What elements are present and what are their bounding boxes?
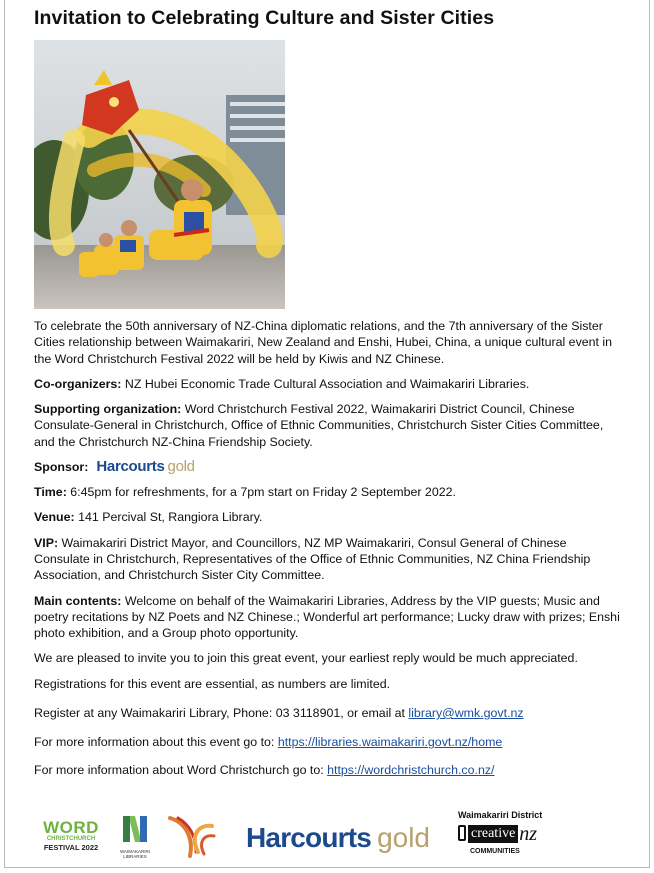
more-word-paragraph bbox=[34, 762, 620, 778]
more-event-paragraph bbox=[34, 734, 620, 750]
vip-text: Waimakariri District Mayor, and Councillors, NZ MP Waimakariri, Consul General of Chinese Consulate in Christchurch, Representatives of the Office of Ethnic Communities, NZ China Friendship Association, and Christchurch Sister City Committee. bbox=[34, 535, 591, 583]
creative-district: Waimakariri District bbox=[458, 810, 543, 820]
time-label: Time: bbox=[34, 485, 67, 500]
libraries-logo-line2: LIBRARIES bbox=[123, 854, 147, 859]
time-paragraph bbox=[34, 484, 620, 500]
word-logo-line3: FESTIVAL 2022 bbox=[43, 843, 99, 852]
swirl-icon bbox=[164, 812, 218, 860]
coorganizers-label: Co-organizers: bbox=[34, 376, 122, 391]
invite-paragraph: We are pleased to invite you to join this great event, your earliest reply would be much appreciated. bbox=[34, 651, 578, 666]
main-contents-label: Main contents: bbox=[34, 593, 122, 608]
swirl-logo bbox=[164, 812, 218, 860]
harcourts-large-suffix: gold bbox=[377, 822, 430, 853]
venue-text: 141 Percival St, Rangiora Library. bbox=[74, 510, 263, 525]
vip-paragraph bbox=[34, 535, 620, 584]
intro-paragraph: To celebrate the 50th anniversary of NZ-China diplomatic relations, and the 7th anniversary of the Sister Cities relationship between Waimakariri, New Zealand and Enshi, Hubei, China, a unique cultural event in the Word Christchurch Festival 2022 will be held by Kiwis and NZ Chinese. bbox=[34, 319, 613, 366]
supporting-paragraph bbox=[34, 401, 620, 450]
harcourts-gold-large-logo bbox=[246, 822, 446, 858]
time-text: 6:45pm for refreshments, for a 7pm start on Friday 2 September 2022. bbox=[66, 485, 456, 500]
venue-paragraph bbox=[34, 509, 620, 525]
main-contents-paragraph bbox=[34, 593, 620, 642]
invitation-body bbox=[34, 318, 620, 787]
libraries-link[interactable]: https://libraries.waimakariri.govt.nz/home bbox=[277, 735, 503, 750]
supporting-text: Word Christchurch Festival 2022, Waimakariri District Council, Chinese Consulate-General in Christchurch, Office of Ethnic Communities, Christchurch Sister Cities Committee, and the Christchurch NZ-China Friendship Society. bbox=[34, 402, 604, 449]
sponsor-label: Sponsor: bbox=[34, 459, 89, 474]
email-link[interactable]: library@wmk.govt.nz bbox=[408, 706, 524, 721]
harcourts-brand: Harcourts bbox=[96, 457, 165, 475]
harcourts-gold-logo bbox=[96, 459, 194, 475]
creative-wordmark bbox=[458, 825, 598, 847]
sponsor-line bbox=[34, 459, 620, 475]
libraries-n-icon bbox=[121, 814, 149, 844]
creative-glyph-icon bbox=[458, 825, 466, 841]
libraries-logo-line1: WAIMAKARIRI bbox=[119, 849, 151, 854]
main-contents-text: Welcome on behalf of the Waimakariri Libraries, Address by the VIP guests; Music and poetry recitations by NZ Poets and NZ Chinese.; Wonderful art performance; Lucky draw with prizes; Enshi photo exhibition, and a Group photo opportunity. bbox=[34, 593, 620, 641]
harcourts-suffix: gold bbox=[167, 457, 195, 475]
coorganizers-paragraph bbox=[34, 376, 620, 392]
dragon-dance-photo bbox=[34, 40, 285, 309]
register-text: Register at any Waimakariri Library, Phone: 03 3118901, or email at bbox=[34, 706, 409, 721]
word-christchurch-logo bbox=[38, 820, 104, 856]
coorganizers-text: NZ Hubei Economic Trade Cultural Association and Waimakariri Libraries. bbox=[121, 376, 530, 391]
creative-text: creative bbox=[468, 825, 518, 843]
creative-communities-logo bbox=[458, 810, 598, 860]
dragon-dance-icon bbox=[34, 40, 285, 309]
creative-nz: nz bbox=[519, 823, 538, 845]
registration-note: Registrations for this event are essential, as numbers are limited. bbox=[34, 676, 391, 691]
more-event-text: For more information about this event go to: bbox=[34, 735, 278, 750]
page-title: Invitation to Celebrating Culture and Sister Cities bbox=[34, 7, 495, 29]
register-paragraph bbox=[34, 705, 620, 721]
word-logo-line1: WORD bbox=[43, 818, 99, 837]
waimakariri-libraries-logo bbox=[118, 814, 152, 860]
logo-strip bbox=[34, 806, 620, 864]
vip-label: VIP: bbox=[34, 535, 59, 550]
more-word-text: For more information about Word Christchurch go to: bbox=[34, 762, 328, 777]
word-christchurch-link[interactable]: https://wordchristchurch.co.nz/ bbox=[327, 762, 495, 777]
supporting-label: Supporting organization: bbox=[34, 402, 182, 417]
venue-label: Venue: bbox=[34, 510, 75, 525]
creative-communities-text: COMMUNITIES bbox=[470, 848, 520, 855]
harcourts-large-brand: Harcourts bbox=[246, 822, 372, 853]
word-logo-line2: CHRISTCHURCH bbox=[46, 836, 96, 842]
